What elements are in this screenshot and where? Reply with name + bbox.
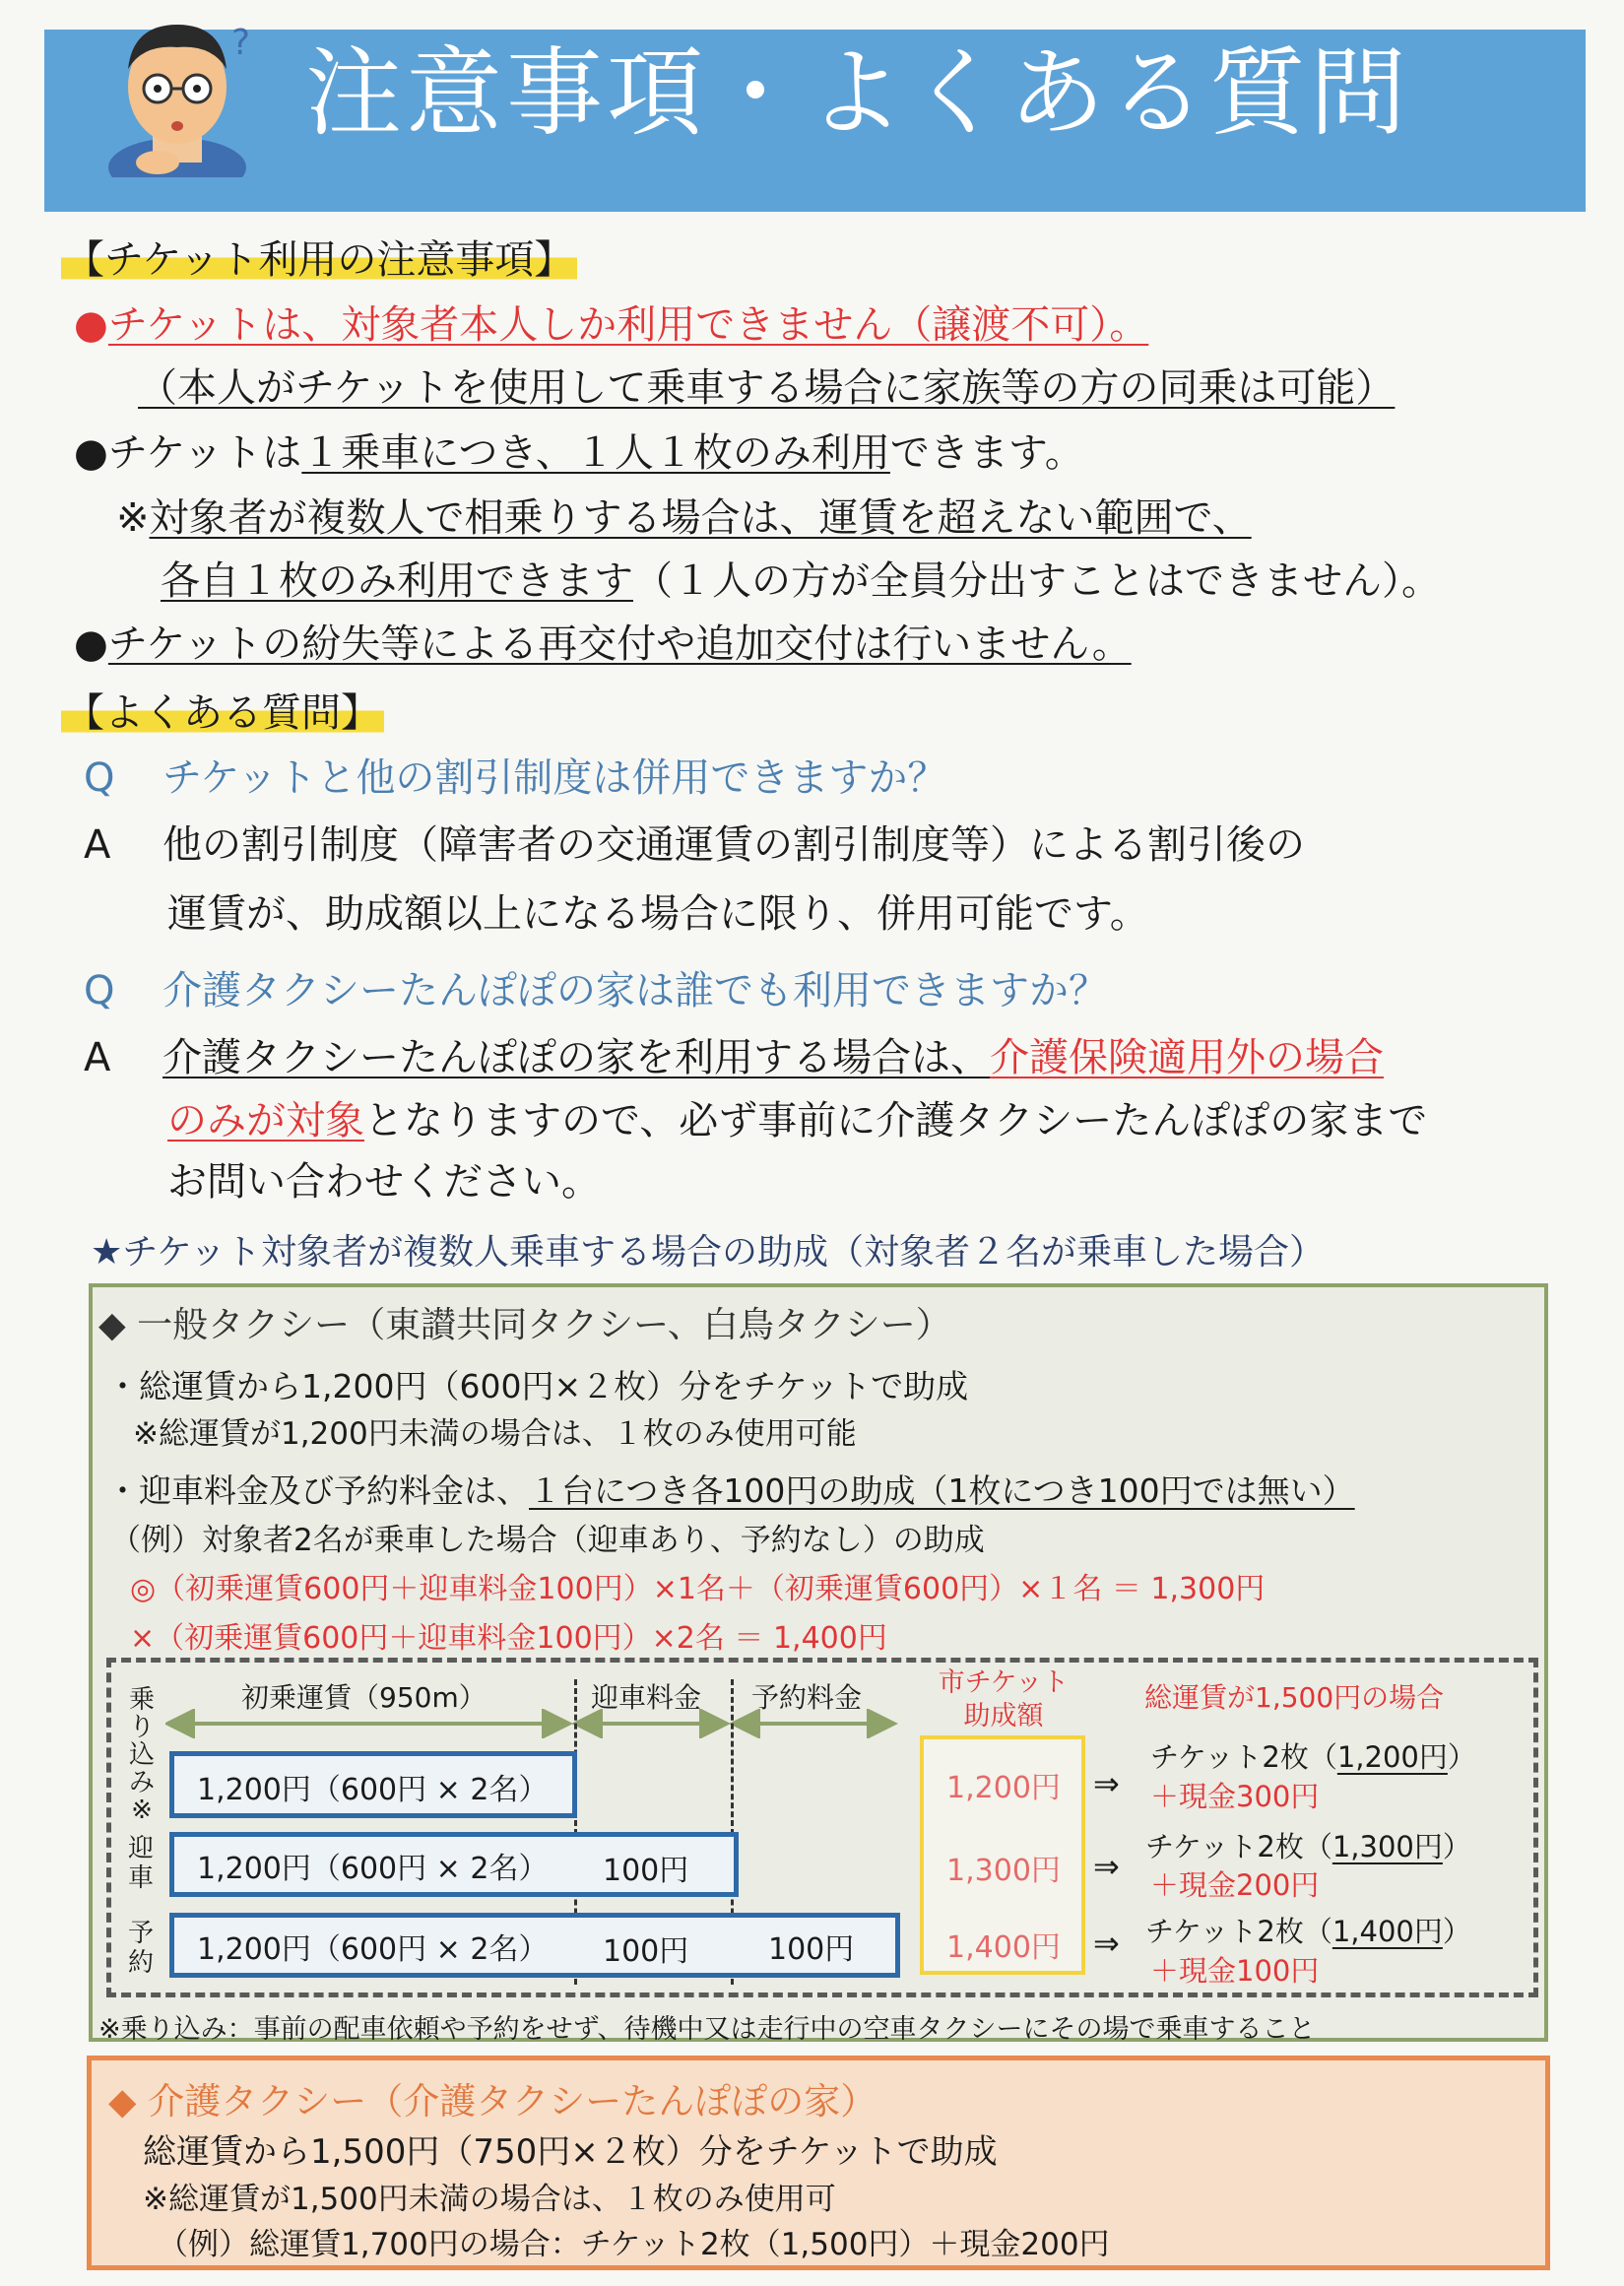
general-taxi-correct: ◎（初乗運賃600円＋迎車料金100円）×1名＋（初乗運賃600円）×１名 ＝ 1,300円 xyxy=(130,1572,1266,1606)
result-row1: チケット2枚（1,200円） xyxy=(1150,1740,1476,1774)
subsidy-amount-2: 1,300円 xyxy=(946,1854,1061,1888)
bar-base-row3-label: 1,200円（600円 × 2名） xyxy=(197,1932,549,1967)
general-taxi-line1: ・総運賃から1,200円（600円×２枚）分をチケットで助成 xyxy=(106,1367,969,1405)
care-taxi-title: ◆ 介護タクシー（介護タクシーたんぽぽの家） xyxy=(108,2080,877,2123)
subsidy-amount-3: 1,400円 xyxy=(946,1930,1061,1965)
note-item-3: ●チケットの紛失等による再交付や追加交付は行いません。 xyxy=(74,621,1132,667)
arrow-icon: ⇒ xyxy=(1093,1765,1120,1802)
general-taxi-example: （例）対象者2名が乗車した場合（迎車あり、予約なし）の助成 xyxy=(110,1523,985,1558)
note-item-1-sub: （本人がチケットを使用して乗車する場合に家族等の方の同乗は可能） xyxy=(138,365,1396,411)
note-item-2-note: ※対象者が複数人で相乗りする場合は、運賃を超えない範囲で、 xyxy=(116,495,1252,541)
faq-q1: Q チケットと他の割引制度は併用できますか？ xyxy=(84,755,947,801)
bar-base-row2-label: 1,200円（600円 × 2名） xyxy=(197,1852,549,1886)
faq-a1: A 他の割引制度（障害者の交通運賃の割引制度等）による割引後の xyxy=(84,822,1305,868)
result-row1-cash: ＋現金300円 xyxy=(1150,1780,1320,1813)
faq-a2-line3: お問い合わせください。 xyxy=(167,1159,601,1205)
note-item-2-note-line2: 各自１枚のみ利用できます（１人の方が全員分出すことはできません）。 xyxy=(161,558,1441,604)
col-base-fare: 初乗運賃（950m） xyxy=(241,1681,487,1714)
confused-man-icon xyxy=(74,10,281,177)
result-row2-cash: ＋現金200円 xyxy=(1150,1868,1320,1902)
col-subsidy: 市チケット 助成額 xyxy=(938,1667,1070,1731)
bar-reserve-row3-label: 100円 xyxy=(768,1932,855,1967)
page-title: 注意事項・よくある質問 xyxy=(305,37,1411,150)
bar-pickup-row3-label: 100円 xyxy=(603,1934,689,1969)
faq-a2-line2: のみが対象となりますので、必ず事前に介護タクシーたんぽぽの家まで xyxy=(167,1098,1428,1143)
care-taxi-example: （例）総運賃1,700円の場合：チケット2枚（1,500円）＋現金200円 xyxy=(158,2227,1110,2262)
arrow-icon: ⇒ xyxy=(1093,1925,1120,1962)
ticket-notes-heading: 【チケット利用の注意事項】 xyxy=(61,229,577,285)
care-taxi-line2: ※総運賃が1,500円未満の場合は、１枚のみ使用可 xyxy=(143,2182,836,2217)
faq-a2: A 介護タクシーたんぽぽの家を利用する場合は、介護保険適用外の場合 xyxy=(84,1035,1384,1080)
faq-a1-line2: 運賃が、助成額以上になる場合に限り、併用可能です。 xyxy=(167,891,1149,937)
general-taxi-title: ◆ 一般タクシー（東讃共同タクシー、白鳥タクシー） xyxy=(98,1305,951,1345)
header-arrows xyxy=(165,1709,904,1738)
result-row2: チケット2枚（1,300円） xyxy=(1145,1830,1471,1863)
col-case: 総運賃が1,500円の場合 xyxy=(1144,1681,1445,1714)
bar-base-row1-label: 1,200円（600円 × 2名） xyxy=(197,1773,549,1807)
bar-pickup-row2-label: 100円 xyxy=(603,1854,689,1888)
svg-text:?: ? xyxy=(231,23,251,63)
note-item-1: ●チケットは、対象者本人しか利用できません（譲渡不可）。 xyxy=(74,302,1149,348)
col-pickup-fee: 迎車料金 xyxy=(591,1681,702,1714)
col-reserve-fee: 予約料金 xyxy=(751,1681,863,1714)
boarding-footnote: ※乗り込み：事前の配車依頼や予約をせず、待機中又は走行中の空車タクシーにその場で乗車すること xyxy=(98,2014,1316,2045)
row-label-pickup: 迎車 xyxy=(127,1834,154,1893)
general-taxi-incorrect: ×（初乗運賃600円＋迎車料金100円）×2名 ＝ 1,400円 xyxy=(130,1621,887,1656)
general-taxi-line2: ※総運賃が1,200円未満の場合は、１枚のみ使用可能 xyxy=(133,1416,857,1452)
arrow-icon: ⇒ xyxy=(1093,1848,1120,1885)
note-item-2: ●チケットは１乗車につき、１人１枚のみ利用できます。 xyxy=(74,430,1084,476)
care-taxi-line1: 総運賃から1,500円（750円×２枚）分をチケットで助成 xyxy=(143,2132,998,2172)
faq-q2: Q 介護タクシーたんぽぽの家は誰でも利用できますか？ xyxy=(84,968,1108,1013)
row-label-boarding: 乗り込み※ xyxy=(128,1685,155,1825)
result-row3: チケット2枚（1,400円） xyxy=(1145,1915,1471,1948)
result-row3-cash: ＋現金100円 xyxy=(1150,1954,1320,1988)
row-label-reserve: 予約 xyxy=(127,1919,154,1978)
subsidy-amount-1: 1,200円 xyxy=(946,1771,1061,1805)
faq-heading: 【よくある質問】 xyxy=(61,682,384,738)
multi-passenger-heading: ★チケット対象者が複数人乗車する場合の助成（対象者２名が乗車した場合） xyxy=(91,1232,1326,1273)
general-taxi-line3: ・迎車料金及び予約料金は、１台につき各100円の助成（1枚につき100円では無い） xyxy=(106,1471,1355,1510)
